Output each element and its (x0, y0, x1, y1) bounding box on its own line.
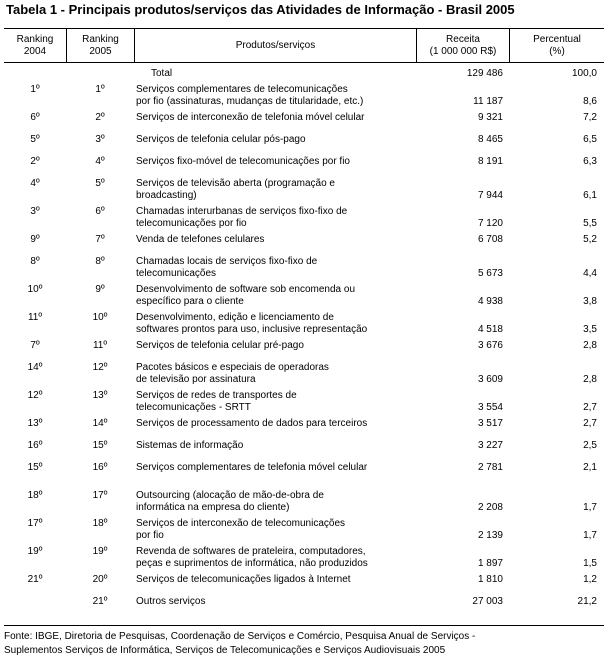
receita-cell: 3 227 (477, 440, 503, 451)
produto-cell (136, 574, 418, 586)
produto-line: Desenvolvimento, edição e licenciamento de (136, 312, 334, 323)
ranking-2005-cell: 18º (92, 518, 108, 529)
header-percentual: Percentual (%) (533, 33, 581, 57)
produto-cell (136, 256, 418, 280)
receita-cell: 27 003 (472, 596, 503, 607)
table-title: Tabela 1 - Principais produtos/serviços das Atividades de Informação - Brasil 2005 (6, 2, 515, 17)
produto-cell (136, 284, 418, 308)
ranking-2004-cell: 4º (30, 178, 40, 189)
produto-line: Serviços de telefonia celular pré-pago (136, 340, 304, 351)
produto-cell (136, 84, 418, 108)
produto-line: informática na empresa do cliente) (136, 502, 290, 513)
produto-line: Chamadas locais de serviços fixo-fixo de (136, 256, 318, 267)
percentual-cell: 7,2 (583, 112, 597, 123)
produto-cell (136, 134, 418, 146)
percentual-cell: 5,2 (583, 234, 597, 245)
receita-cell: 5 673 (477, 268, 503, 279)
produto-cell (136, 518, 418, 542)
ranking-2004-cell: 18º (27, 490, 43, 501)
table-bottom-rule (4, 625, 604, 626)
receita-cell: 8 465 (477, 134, 503, 145)
produto-line: Serviços de telecomunicações ligados à Internet (136, 574, 351, 585)
ranking-2004-cell: 21º (27, 574, 43, 585)
header-ranking-2005: Ranking 2005 (82, 33, 119, 57)
total-label: Total (151, 68, 173, 79)
ranking-2005-cell: 6º (95, 206, 105, 217)
produto-line: Serviços de televisão aberta (programação e (136, 178, 335, 189)
table-header (4, 29, 604, 62)
receita-cell: 4 518 (477, 324, 503, 335)
produto-line: Serviços de redes de transportes de (136, 390, 297, 401)
produto-line: Serviços de telefonia celular pós-pago (136, 134, 306, 145)
receita-cell: 1 897 (477, 558, 503, 569)
ranking-2004-cell: 11º (27, 312, 43, 323)
receita-cell: 7 944 (477, 190, 503, 201)
ranking-2005-cell: 12º (92, 362, 108, 373)
ranking-2004-cell: 3º (30, 206, 40, 217)
header-ranking-2004: Ranking 2004 (16, 33, 54, 57)
ranking-2005-cell: 16º (92, 462, 108, 473)
ranking-2004-cell: 16º (27, 440, 43, 451)
produto-line: Chamadas interurbanas de serviços fixo-fixo de (136, 206, 348, 217)
percentual-cell: 1,5 (583, 558, 597, 569)
receita-cell: 8 191 (477, 156, 503, 167)
ranking-2004-cell: 17º (27, 518, 43, 529)
produto-cell (136, 178, 418, 202)
receita-cell: 11 187 (473, 96, 503, 107)
percentual-cell: 2,1 (583, 462, 597, 473)
ranking-2005-cell: 17º (92, 490, 108, 501)
total-percentual: 100,0 (571, 68, 597, 79)
ranking-2004-cell: 14º (27, 362, 43, 373)
ranking-2004-cell: 19º (27, 546, 43, 557)
percentual-cell: 3,8 (583, 296, 597, 307)
produto-line: por fio (136, 530, 164, 541)
percentual-cell: 2,8 (583, 374, 597, 385)
produto-line: Sistemas de informação (136, 440, 244, 451)
receita-cell: 3 517 (477, 418, 503, 429)
produto-cell (136, 462, 418, 474)
ranking-2004-cell: 10º (27, 284, 43, 295)
receita-cell: 2 781 (477, 462, 503, 473)
ranking-2004-cell: 5º (30, 134, 40, 145)
ranking-2005-cell: 20º (92, 574, 108, 585)
percentual-cell: 1,2 (583, 574, 597, 585)
produto-line: telecomunicações - SRTT (136, 402, 251, 413)
produto-cell (136, 156, 418, 168)
ranking-2005-cell: 9º (95, 284, 105, 295)
produto-line: Outsourcing (alocação de mão-de-obra de (136, 490, 324, 501)
produto-line: Revenda de softwares de prateleira, computadores, (136, 546, 366, 557)
ranking-2004-cell: 6º (30, 112, 40, 123)
produto-line: telecomunicações (136, 268, 217, 279)
produto-line: Pacotes básicos e especiais de operadoras (136, 362, 329, 373)
ranking-2005-cell: 3º (95, 134, 105, 145)
produto-cell (136, 206, 418, 230)
receita-cell: 3 554 (477, 402, 503, 413)
percentual-cell: 5,5 (583, 218, 597, 229)
percentual-cell: 21,2 (577, 596, 597, 607)
receita-cell: 2 208 (477, 502, 503, 513)
percentual-cell: 1,7 (583, 530, 597, 541)
produto-line: Serviços de processamento de dados para terceiros (136, 418, 368, 429)
produto-line: Serviços fixo-móvel de telecomunicações por fio (136, 156, 350, 167)
produto-cell (136, 596, 418, 608)
produto-line: telecomunicações por fio (136, 218, 247, 229)
produto-line: Venda de telefones celulares (136, 234, 265, 245)
percentual-cell: 6,1 (583, 190, 597, 201)
percentual-cell: 4,4 (583, 268, 597, 279)
percentual-cell: 2,7 (583, 402, 597, 413)
produto-line: Serviços de interconexão de telecomunicações (136, 518, 346, 529)
produto-line: peças e suprimentos de informática, não produzidos (136, 558, 368, 569)
produto-line: softwares prontos para uso, inclusive representação (136, 324, 368, 335)
receita-cell: 3 609 (477, 374, 503, 385)
receita-cell: 3 676 (477, 340, 503, 351)
produto-line: de televisão por assinatura (136, 374, 256, 385)
source-note: Fonte: IBGE, Diretoria de Pesquisas, Coordenação de Serviços e Comércio, Pesquisa Anual de Serviços - Suplementos Serviços de Informática, Serviços de Telecomunicações e Serviços Audiovisuais 2005 (4, 631, 476, 656)
ranking-2004-cell: 7º (30, 340, 40, 351)
ranking-2004-cell: 12º (27, 390, 43, 401)
ranking-2005-cell: 2º (95, 112, 105, 123)
produto-line: específico para o cliente (136, 296, 244, 307)
ranking-2005-cell: 15º (92, 440, 108, 451)
produto-cell (136, 112, 418, 124)
receita-cell: 4 938 (477, 296, 503, 307)
produto-cell (136, 490, 418, 514)
ranking-2005-cell: 8º (95, 256, 105, 267)
header-bottom-rule (4, 62, 604, 63)
produto-line: broadcasting) (136, 190, 197, 201)
receita-cell: 9 321 (477, 112, 503, 123)
produto-line: Serviços complementares de telefonia móvel celular (136, 462, 368, 473)
produto-line: Outros serviços (136, 596, 206, 607)
produto-cell (136, 340, 418, 352)
produto-cell (136, 362, 418, 386)
percentual-cell: 8,6 (583, 96, 597, 107)
percentual-cell: 2,7 (583, 418, 597, 429)
produto-cell (136, 312, 418, 336)
ranking-2005-cell: 7º (95, 234, 105, 245)
ranking-2005-cell: 4º (95, 156, 105, 167)
ranking-2004-cell: 1º (30, 84, 40, 95)
percentual-cell: 6,3 (583, 156, 597, 167)
produto-line: por fio (assinaturas, mudanças de titularidade, etc.) (136, 96, 364, 107)
ranking-2004-cell: 15º (27, 462, 43, 473)
header-produtos: Produtos/serviços (235, 39, 316, 51)
receita-cell: 2 139 (477, 530, 503, 541)
ranking-2004-cell: 9º (30, 234, 40, 245)
receita-cell: 1 810 (477, 574, 503, 585)
percentual-cell: 2,8 (583, 340, 597, 351)
percentual-cell: 2,5 (583, 440, 597, 451)
produto-cell (136, 418, 418, 430)
produto-cell (136, 390, 418, 414)
ranking-2005-cell: 5º (95, 178, 105, 189)
ranking-2004-cell: 2º (30, 156, 40, 167)
produto-line: Serviços complementares de telecomunicações (136, 84, 348, 95)
ranking-2005-cell: 14º (92, 418, 108, 429)
ranking-2004-cell: 13º (27, 418, 43, 429)
ranking-2005-cell: 21º (92, 596, 108, 607)
percentual-cell: 1,7 (583, 502, 597, 513)
total-receita: 129 486 (466, 68, 503, 79)
produto-cell (136, 546, 418, 570)
ranking-2005-cell: 10º (92, 312, 108, 323)
ranking-2005-cell: 13º (92, 390, 108, 401)
produto-cell (136, 440, 418, 452)
produto-line: Serviços de interconexão de telefonia móvel celular (136, 112, 365, 123)
produto-cell (136, 234, 418, 246)
ranking-2005-cell: 19º (92, 546, 108, 557)
ranking-2005-cell: 1º (95, 84, 105, 95)
produto-line: Desenvolvimento de software sob encomenda ou (136, 284, 356, 295)
receita-cell: 6 708 (477, 234, 503, 245)
percentual-cell: 3,5 (583, 324, 597, 335)
header-receita: Receita (1 000 000 R$) (429, 33, 497, 57)
ranking-2005-cell: 11º (92, 340, 108, 351)
ranking-2004-cell: 8º (30, 256, 40, 267)
receita-cell: 7 120 (477, 218, 503, 229)
percentual-cell: 6,5 (583, 134, 597, 145)
